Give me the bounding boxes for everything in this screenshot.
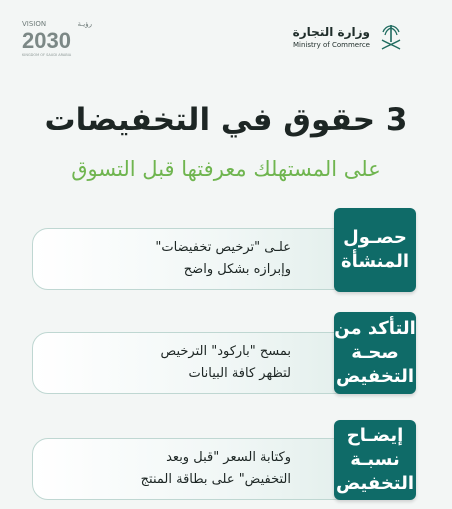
vision-word-ar: رؤيـة	[77, 20, 92, 28]
label-line: حصـول	[343, 227, 407, 248]
label-line: إيضـاح	[346, 425, 404, 446]
vision-word: VISION	[22, 20, 47, 28]
label-line: التخفيض	[335, 366, 415, 387]
description-line: وكتابة السعر "قبل وبعد	[166, 450, 291, 465]
ministry-logo	[293, 22, 404, 52]
description-line: علـى "ترخيص تخفيضات"	[155, 240, 291, 255]
vision-year: 2030	[22, 28, 71, 53]
right-description	[32, 438, 352, 500]
right-label	[334, 420, 416, 500]
vision-2030-logo	[22, 20, 92, 58]
page-title: 3 حقوق في التخفيضات	[44, 102, 408, 138]
right-label	[334, 312, 416, 394]
palm-swords-emblem-icon	[378, 22, 404, 52]
page-subtitle: على المستهلك معرفتها قبل التسوق	[71, 157, 381, 181]
right-label	[334, 208, 416, 292]
description-line: وإبرازه بشكل واضح	[183, 262, 291, 277]
right-description	[32, 332, 352, 394]
label-line: التأكد من	[334, 318, 416, 339]
vision-subtitle: KINGDOM OF SAUDI ARABIA	[22, 53, 72, 57]
label-line: نسبـة	[350, 449, 400, 470]
label-line: صحـة	[351, 342, 399, 363]
label-line: المنشأة	[340, 251, 410, 272]
label-line: التخفيض	[335, 473, 415, 494]
description-line: بمسح "باركود" الترخيص	[160, 344, 291, 359]
right-description	[32, 228, 352, 290]
description-line: لتظهر كافة البيانات	[188, 366, 291, 381]
ministry-name-en: Ministry of Commerce	[293, 41, 370, 49]
ministry-name-ar: وزارة التجارة	[292, 25, 370, 39]
description-line: التخفيض" على بطاقة المنتج	[140, 472, 291, 487]
